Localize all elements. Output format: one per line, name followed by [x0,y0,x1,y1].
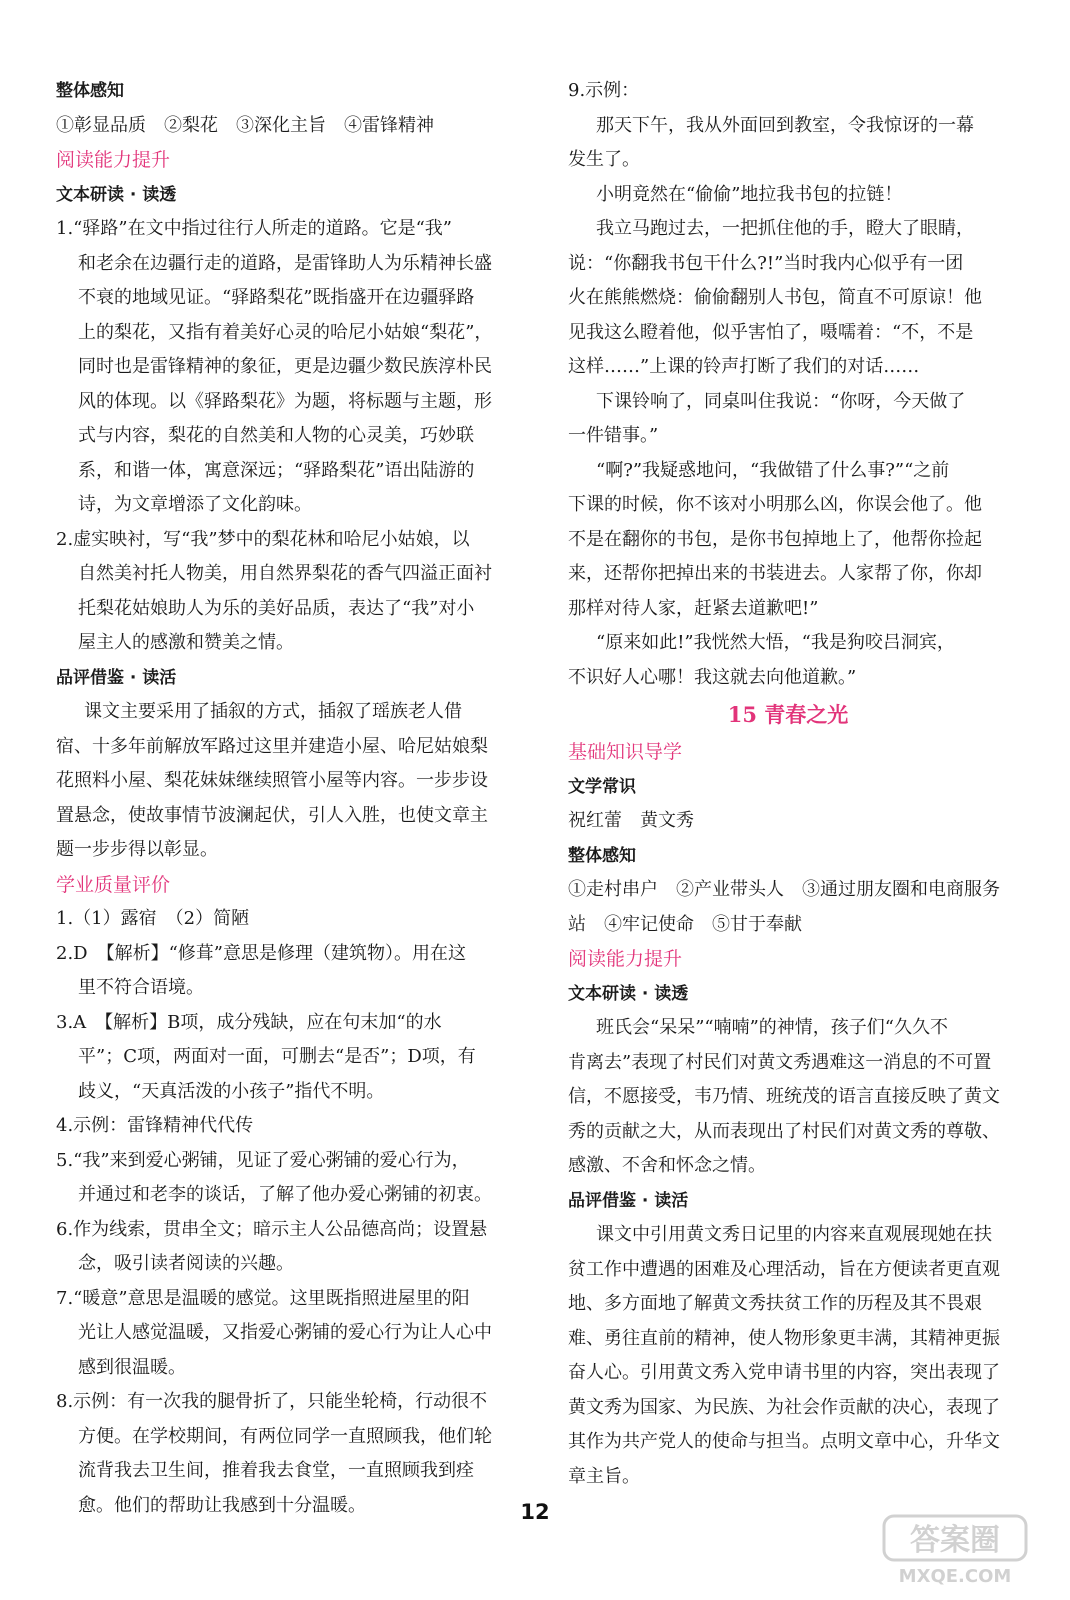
paragraph-line: 感激、不舍和怀念之情。 [568,1155,766,1176]
svg-text:MXQE.COM: MXQE.COM [898,1566,1012,1587]
paragraph-line: 歧义，“天真活泼的小孩子”指代不明。 [78,1080,385,1102]
paragraph-line: 说：“你翻我书包干什么?!”当时我内心似乎有一团 [568,252,964,274]
paragraph-line: 信，不愿接受，韦乃情、班统茂的语言直接反映了黄文 [568,1086,1000,1107]
paragraph-line: 2.虚实映衬，写“我”梦中的梨花林和哈尼小姑娘，以 [56,528,470,550]
paragraph-line: 我立马跑过去，一把抓住他的手，瞪大了眼睛， [596,218,974,239]
paragraph-line: 同时也是雷锋精神的象征，更是边疆少数民族淳朴民 [78,356,492,377]
paragraph-line: 流背我去卫生间，推着我去食堂，一直照顾我到痊 [78,1460,474,1481]
paragraph-line: 课文中引用黄文秀日记里的内容来直观展现她在扶 [596,1224,992,1245]
paragraph-line: 2.D 【解析】“修葺”意思是修理（建筑物）。用在这 [56,942,467,964]
paragraph-line: 不衰的地域见证。“驿路梨花”既指盛开在边疆驿路 [78,287,475,308]
watermark-logo [880,1510,1030,1590]
paragraph-line: 秀的贡献之大，从而表现出了村民们对黄文秀的尊敬、 [568,1120,1000,1142]
lesson-title: 15 青春之光 [727,702,849,727]
paragraph-line: 其作为共产党人的使命与担当。点明文章中心，升华文 [568,1431,1000,1452]
paragraph-line: 贫工作中遭遇的困难及心理活动，旨在方便读者更直观 [568,1258,1000,1280]
paragraph-line: 和老余在边疆行走的道路，是雷锋助人为乐精神长盛 [78,252,492,274]
paragraph-line: 平”；C项，两面对一面，可删去“是否”；D项，有 [78,1046,476,1067]
paragraph-line: 里不符合语境。 [78,977,204,998]
paragraph-line: 肯离去”表现了村民们对黄文秀遇难这一消息的不可置 [568,1051,992,1073]
paragraph-line: 不识好人心哪！我这就去向他道歉。” [568,666,857,688]
section-subheading: 品评借鉴 · 读活 [568,1190,689,1211]
paragraph-line: 7.“暖意”意思是温暖的感觉。这里既指照进屋里的阳 [56,1287,470,1309]
paragraph-line: 1.（1）露宿 （2）简陋 [56,908,250,929]
paragraph-line: 下课的时候，你不该对小明那么凶，你误会他了。他 [568,494,982,515]
paragraph-line: 火在熊熊燃烧：偷偷翻别人书包，简直不可原谅！他 [568,287,982,308]
paragraph-line: 来，还帮你把掉出来的书装进去。人家帮了你，你却 [568,563,982,584]
paragraph-line: 不是在翻你的书包，是你书包掉地上了，他帮你捡起 [568,528,982,550]
paragraph-line: 地、多方面地了解黄文秀扶贫工作的历程及其不畏艰 [568,1293,982,1314]
paragraph-line: 愈。他们的帮助让我感到十分温暖。 [78,1494,366,1516]
paragraph-line: 站 ④牢记使命 ⑤甘于奉献 [568,913,802,935]
paragraph-line: 方便。在学校期间，有两位同学一直照顾我，他们轮 [78,1425,492,1447]
watermark-logo-graphic [880,1510,1030,1590]
paragraph-line: 那样对待人家，赶紧去道歉吧!” [568,597,819,619]
paragraph-line: 屋主人的感激和赞美之情。 [78,632,294,653]
paragraph-line: 置悬念，使故事情节波澜起伏，引人入胜，也使文章主 [56,804,488,826]
paragraph-line: 4.示例：雷锋精神代代传 [56,1115,254,1136]
paragraph-line: 3.A 【解析】B项，成分残缺，应在句末加“的水 [56,1011,442,1033]
paragraph-line: 8.示例：有一次我的腿骨折了，只能坐轮椅，行动很不 [56,1391,488,1412]
paragraph-line: 光让人感觉温暖，又指爱心粥铺的爱心行为让人心中 [78,1322,492,1343]
paragraph-line: 上的梨花，又指有着美好心灵的哈尼小姑娘“梨花”， [78,321,493,343]
section-subheading: 整体感知 [56,81,124,101]
section-heading: 基础知识导学 [568,741,683,763]
paragraph-line: 章主旨。 [568,1465,640,1487]
paragraph-line: 见我这么瞪着他，似乎害怕了，嗫嚅着：“不，不是 [568,321,974,343]
paragraph-line: 1.“驿路”在文中指过往行人所走的道路。它是“我” [56,218,452,239]
paragraph-line: 课文主要采用了插叙的方式，插叙了瑶族老人借 [84,701,462,722]
left-column [56,74,493,1523]
paragraph-line: 发生了。 [568,149,640,170]
right-column [568,74,1008,1494]
paragraph-line: 这样……”上课的铃声打断了我们的对话…… [568,356,920,377]
paragraph-line: 感到很温暖。 [78,1356,186,1378]
paragraph-line: 6.作为线索，贯串全文；暗示主人公品德高尚；设置悬 [56,1218,488,1240]
paragraph-line: 念，吸引读者阅读的兴趣。 [78,1253,294,1274]
paragraph-line: 奋人心。引用黄文秀入党申请书里的内容，突出表现了 [568,1362,1000,1383]
paragraph-line: 黄文秀为国家、为民族、为社会作贡献的决心，表现了 [568,1396,1000,1418]
section-subheading: 文学常识 [568,776,636,797]
paragraph-line: ①彰显品质 ②梨花 ③深化主旨 ④雷锋精神 [56,114,434,136]
paragraph-line: “啊?”我疑惑地问，“我做错了什么事?”“之前 [596,459,950,481]
section-subheading: 文本研读 · 读透 [568,983,689,1004]
svg-text:答案圈: 答案圈 [910,1523,1000,1558]
paragraph-line: 一件错事。” [568,425,659,446]
paragraph-line: 宿、十多年前解放军路过这里并建造小屋、哈尼姑娘梨 [56,735,488,757]
paragraph-line: 9.示例： [568,80,640,101]
paragraph-line: 式与内容，梨花的自然美和人物的心灵美，巧妙联 [78,425,474,446]
paragraph-line: 小明竟然在“偷偷”地拉我书包的拉链！ [596,183,903,205]
paragraph-line: 题一步步得以彰显。 [56,839,218,860]
paragraph-line: 祝红蕾 黄文秀 [568,810,694,831]
section-heading: 阅读能力提升 [56,149,171,171]
paragraph-line: 并通过和老李的谈话，了解了他办爱心粥铺的初衷。 [78,1184,492,1205]
section-heading: 学业质量评价 [56,873,171,896]
section-heading: 阅读能力提升 [568,948,683,970]
section-subheading: 文本研读 · 读透 [56,184,177,205]
paragraph-line: 诗，为文章增添了文化韵味。 [78,494,312,515]
paragraph-line: 5.“我”来到爱心粥铺，见证了爱心粥铺的爱心行为， [56,1149,470,1171]
paragraph-line: 托梨花姑娘助人为乐的美好品质，表达了“我”对小 [78,597,475,619]
paragraph-line: “原来如此!”我恍然大悟，“我是狗咬吕洞宾， [596,632,955,653]
paragraph-line: 下课铃响了，同桌叫住我说：“你呀，今天做了 [596,390,966,412]
paragraph-line: 自然美衬托人物美，用自然界梨花的香气四溢正面衬 [78,563,492,584]
paragraph-line: 风的体现。以《驿路梨花》为题，将标题与主题，形 [78,390,492,412]
paragraph-line: 系，和谐一体，寓意深远；“驿路梨花”语出陆游的 [78,459,475,481]
paragraph-line: ①走村串户 ②产业带头人 ③通过朋友圈和电商服务 [568,879,1000,900]
paragraph-line: 班氏会“呆呆”“喃喃”的神情，孩子们“久久不 [596,1017,949,1038]
paragraph-line: 难、勇往直前的精神，使人物形象更丰满，其精神更振 [568,1327,1000,1349]
paragraph-line: 那天下午，我从外面回到教室，令我惊讶的一幕 [596,114,974,136]
section-subheading: 整体感知 [568,845,636,866]
page-number: 12 [520,1500,550,1524]
section-subheading: 品评借鉴 · 读活 [56,667,177,688]
paragraph-line: 花照料小屋、梨花妹妹继续照管小屋等内容。一步步设 [56,770,488,791]
